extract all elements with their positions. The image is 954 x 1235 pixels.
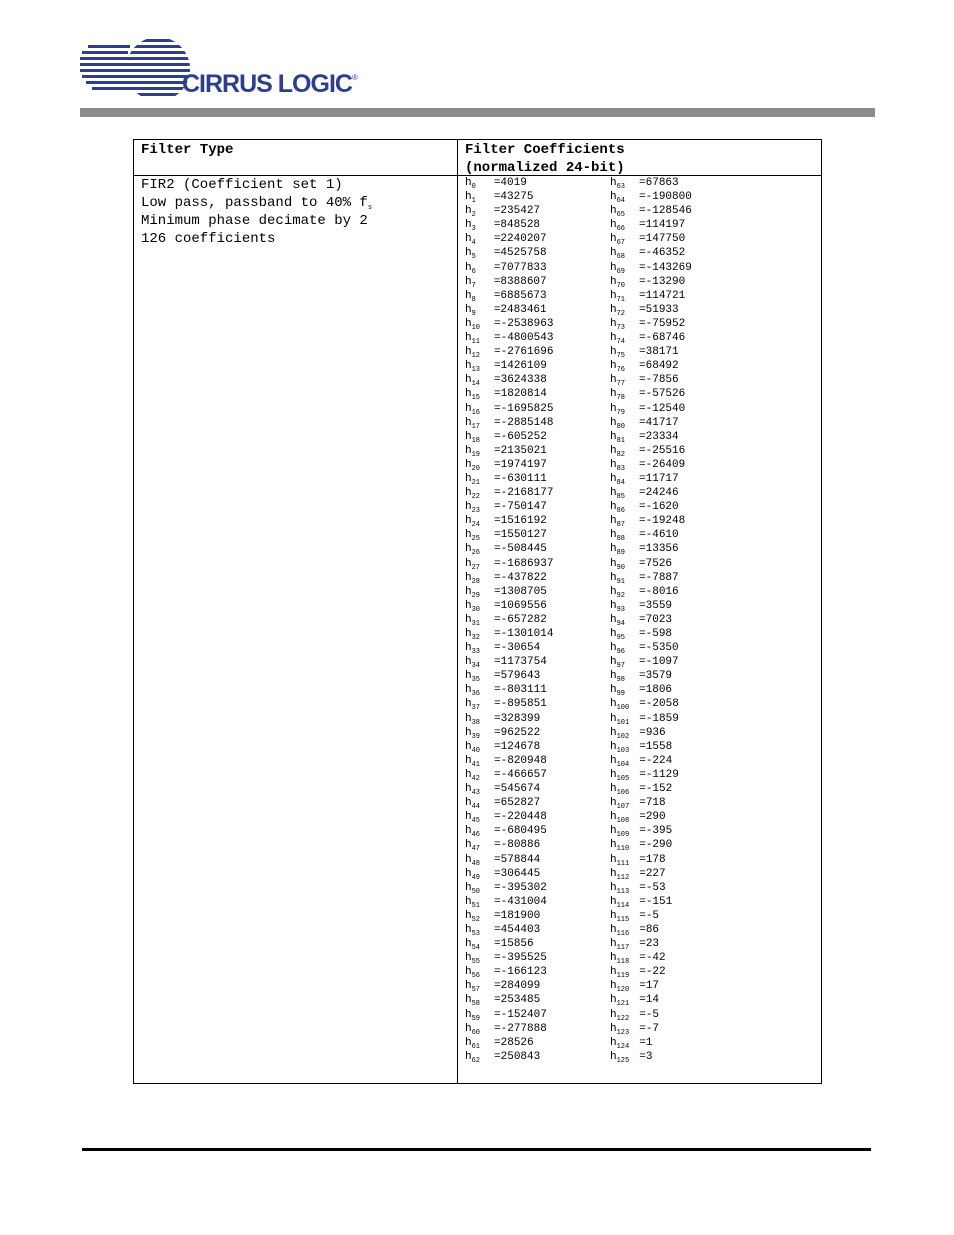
coefficient-value: -657282	[500, 613, 547, 626]
coefficient-value: 1806	[645, 684, 673, 697]
coefficient-value: -290	[645, 839, 673, 852]
coefficient-value: 23334	[645, 430, 679, 443]
coefficient-row: $h_{70} =-13290$	[610, 275, 686, 290]
coefficient-row: $h_{104} =-224$	[610, 754, 673, 769]
coefficient-row: $h_{62} =250843$	[465, 1050, 541, 1065]
filter-name: FIR2 (Coefficient set 1)	[141, 177, 343, 193]
column-divider	[457, 140, 458, 1083]
filter-phase: Minimum phase decimate by 2	[141, 213, 368, 229]
coefficient-value: -1097	[645, 656, 679, 669]
coefficient-value: 1426109	[500, 360, 547, 373]
coefficient-row: $h_{11} =-4800543$	[465, 332, 554, 347]
coefficient-row: $h_{116} =86$	[610, 923, 660, 938]
coefficient-row: $h_{34} =1173754$	[465, 656, 547, 671]
coefficient-value: 7077833	[500, 261, 547, 274]
coefficient-row: $h_2 =235427$	[465, 205, 541, 220]
coefficient-value: 1308705	[500, 585, 547, 598]
coefficient-row: $h_{108} =290$	[610, 811, 666, 826]
coefficient-value: 7526	[645, 557, 673, 570]
coefficient-value: 41717	[645, 416, 679, 429]
cirrus-logic-wordmark: CIRRUS LOGIC®	[182, 70, 357, 98]
coefficient-value: 579643	[500, 670, 541, 683]
coefficient-value: 114721	[645, 289, 686, 302]
coefficient-row: $h_{122} =-5$	[610, 1008, 660, 1023]
coefficient-value: -46352	[645, 247, 686, 260]
coefficient-row: $h_{60} =-277888$	[465, 1022, 547, 1037]
coefficient-row: $h_{111} =178$	[610, 853, 666, 868]
coefficient-value: 68492	[645, 360, 679, 373]
coefficient-row: $h_{25} =1550127$	[465, 529, 547, 544]
coefficient-row: $h_{67} =147750$	[610, 233, 686, 248]
coefficient-value: 1550127	[500, 529, 547, 542]
coefficient-row: $h_{55} =-395525$	[465, 952, 547, 967]
coefficient-value: -466657	[500, 768, 547, 781]
coefficient-value: -803111	[500, 684, 547, 697]
coefficient-value: 1	[645, 1036, 653, 1049]
coefficient-row: $h_{49} =306445$	[465, 867, 541, 882]
coefficient-row: $h_{80} =41717$	[610, 416, 679, 431]
coefficient-row: $h_{112} =227$	[610, 867, 666, 882]
coefficient-value: 4525758	[500, 247, 547, 260]
coefficient-value: 848528	[500, 219, 541, 232]
coefficient-value: -2168177	[500, 487, 554, 500]
coefficient-value: -1301014	[500, 628, 554, 640]
coefficient-row: $h_{109} =-395$	[610, 825, 673, 840]
coefficient-row: $h_{113} =-53$	[610, 881, 666, 896]
coefficient-row: $h_{84} =11717$	[610, 472, 679, 487]
filter-passband: Low pass, passband to 40% $f_s$	[141, 195, 373, 212]
coefficient-value: 578844	[500, 853, 541, 866]
coefficient-value: 15856	[500, 938, 534, 951]
coefficient-row: $h_{72} =51933$	[610, 303, 679, 318]
coefficient-row: $h_{87} =-19248$	[610, 515, 686, 530]
coefficient-value: -2885148	[500, 416, 554, 429]
coefficient-row: $h_{12} =-2761696$	[465, 346, 554, 361]
coefficient-row: $h_{21} =-630111$	[465, 472, 547, 487]
coefficient-column-left	[465, 176, 553, 1064]
coefficient-row: $h_{100} =-2058$	[610, 698, 679, 713]
coefficient-row: $h_{88} =-4610$	[610, 529, 679, 544]
coefficient-row: $h_{63} =67863$	[610, 177, 679, 191]
coefficient-value: -437822	[500, 571, 547, 584]
coefficient-value: 86	[645, 923, 660, 936]
coefficient-row: $h_{92} =-8016$	[610, 585, 679, 600]
coefficient-row: $h_{106} =-152$	[610, 783, 673, 798]
coefficient-row: $h_{39} =962522$	[465, 726, 541, 741]
coefficient-value: 3624338	[500, 374, 547, 387]
coefficient-value: 38171	[645, 346, 679, 359]
coefficient-value: 24246	[645, 487, 679, 500]
coefficient-row: $h_{91} =-7887$	[610, 571, 679, 586]
coefficient-value: 67863	[645, 177, 679, 189]
coefficient-row: $h_{66} =114197$	[610, 219, 686, 234]
coefficient-row: $h_{26} =-508445$	[465, 543, 547, 558]
coefficient-value: 1516192	[500, 515, 547, 528]
coefficient-value: -1129	[645, 768, 679, 781]
coefficient-value: -1620	[645, 501, 679, 514]
coefficient-column-right	[610, 176, 692, 1064]
coefficient-row: $h_{23} =-750147$	[465, 501, 547, 516]
coefficient-value: 250843	[500, 1050, 541, 1063]
coefficient-value: -508445	[500, 543, 547, 556]
coefficient-row: $h_{51} =-431004$	[465, 895, 547, 910]
coefficient-value: 1820814	[500, 388, 547, 401]
coefficient-value: 545674	[500, 783, 541, 796]
coefficient-row: $h_{117} =23$	[610, 938, 660, 953]
coefficient-row: $h_{29} =1308705$	[465, 585, 547, 600]
coefficient-value: 1173754	[500, 656, 547, 669]
coefficient-row: $h_{61} =28526$	[465, 1036, 534, 1051]
coefficient-row: $h_{69} =-143269$	[610, 261, 692, 276]
coefficient-row: $h_{121} =14$	[610, 994, 660, 1009]
coefficient-row: $h_{107} =718$	[610, 797, 666, 812]
coefficient-row: $h_{90} =7526$	[610, 557, 673, 572]
coefficient-row: $h_{27} =-1686937$	[465, 557, 554, 572]
coefficient-value: 114197	[645, 219, 686, 232]
coefficient-value: -395302	[500, 881, 547, 894]
coefficient-row: $h_{125} =3$	[610, 1050, 653, 1065]
coefficient-value: -151	[645, 895, 673, 908]
coefficient-value: 6885673	[500, 289, 547, 302]
coefficient-value: 124678	[500, 740, 541, 753]
coefficient-value: -7	[645, 1022, 660, 1035]
coefficient-row: $h_{78} =-57526$	[610, 388, 686, 403]
coefficient-value: 227	[645, 867, 666, 880]
filter-type-header: Filter Type	[141, 142, 234, 158]
coefficient-value: -680495	[500, 825, 547, 838]
coefficient-value: 235427	[500, 205, 541, 218]
coefficient-row: $h_7 =8388607$	[465, 275, 547, 290]
coefficient-row: $h_{105} =-1129$	[610, 768, 679, 783]
coefficient-row: $h_{18} =-605252$	[465, 430, 547, 445]
coefficient-value: 2240207	[500, 233, 547, 246]
coefficient-value: 43275	[500, 191, 534, 204]
coefficient-row: $h_{124} =1$	[610, 1036, 653, 1051]
coefficient-value: -7856	[645, 374, 679, 387]
coefficient-value: -68746	[645, 332, 686, 345]
coefficient-row: $h_{53} =454403$	[465, 923, 541, 938]
coefficient-value: -30654	[500, 642, 541, 655]
coefficient-row: $h_{20} =1974197$	[465, 458, 547, 473]
coefficient-row: $h_5 =4525758$	[465, 247, 547, 262]
coefficient-row: $h_{99} =1806$	[610, 684, 673, 699]
coefficient-row: $h_{33} =-30654$	[465, 642, 541, 657]
coefficient-value: -220448	[500, 811, 547, 824]
coefficient-value: -19248	[645, 515, 686, 528]
coefficient-value: -152407	[500, 1008, 547, 1021]
coefficient-value: 652827	[500, 797, 541, 810]
coefficient-value: -5350	[645, 642, 679, 655]
coefficient-value: 178	[645, 853, 666, 866]
coefficient-value: -53	[645, 881, 666, 894]
coefficient-value: -26409	[645, 458, 686, 471]
coefficient-row: $h_{19} =2135021$	[465, 444, 547, 459]
coefficient-value: -224	[645, 754, 673, 767]
coefficient-value: 284099	[500, 980, 541, 993]
coefficient-row: $h_{98} =3579$	[610, 670, 673, 685]
coefficient-value: -750147	[500, 501, 547, 514]
coefficient-row: $h_{15} =1820814$	[465, 388, 547, 403]
coefficient-value: 23	[645, 938, 660, 951]
coefficient-row: $h_{102} =936$	[610, 726, 666, 741]
coefficient-value: -152	[645, 783, 673, 796]
coefficient-row: $h_{101} =-1859$	[610, 712, 679, 727]
coefficient-row: $h_{36} =-803111$	[465, 684, 547, 699]
coefficient-value: -7887	[645, 571, 679, 584]
coefficient-row: $h_{31} =-657282$	[465, 613, 547, 628]
coefficient-row: $h_{32} =-1301014$	[465, 628, 554, 642]
coefficient-value: 936	[645, 726, 666, 739]
coefficient-value: 328399	[500, 712, 541, 725]
coefficient-row: $h_{114} =-151$	[610, 895, 673, 910]
coefficient-value: -166123	[500, 966, 547, 979]
coefficient-value: 962522	[500, 726, 541, 739]
coefficient-row: $h_{85} =24246$	[610, 487, 679, 502]
coefficient-value: -1695825	[500, 402, 554, 415]
coefficient-row: $h_8 =6885673$	[465, 289, 547, 304]
footer-rule	[82, 1148, 871, 1151]
coefficient-row: $h_{65} =-128546$	[610, 205, 692, 220]
coefficient-row: $h_{89} =13356$	[610, 543, 679, 558]
coefficient-value: -128546	[645, 205, 692, 218]
coefficient-row: $h_{10} =-2538963$	[465, 317, 554, 332]
coefficient-row: $h_{58} =253485$	[465, 994, 541, 1009]
coefficient-value: 1069556	[500, 599, 547, 612]
header-rule	[80, 108, 875, 117]
coefficient-value: -630111	[500, 472, 547, 485]
coefficient-value: -80886	[500, 839, 541, 852]
coefficient-value: -895851	[500, 698, 547, 711]
coefficient-row: $h_{50} =-395302$	[465, 881, 547, 896]
coefficient-row: $h_{115} =-5$	[610, 909, 660, 924]
coefficient-row: $h_{45} =-220448$	[465, 811, 547, 826]
coefficient-row: $h_{57} =284099$	[465, 980, 541, 995]
coefficient-value: 3559	[645, 599, 673, 612]
coefficient-value: -4610	[645, 529, 679, 542]
coefficient-row: $h_3 =848528$	[465, 219, 541, 234]
coefficient-row: $h_1 =43275$	[465, 191, 534, 206]
coefficient-row: $h_{17} =-2885148$	[465, 416, 554, 431]
coefficient-row: $h_{118} =-42$	[610, 952, 666, 967]
coefficient-value: -395525	[500, 952, 547, 965]
coefficient-row: $h_{83} =-26409$	[610, 458, 686, 473]
filter-coefficients-header: Filter Coefficients (normalized 24-bit)	[465, 142, 625, 176]
coefficient-row: $h_{38} =328399$	[465, 712, 541, 727]
coefficient-value: -5	[645, 1008, 660, 1021]
coefficient-value: 147750	[645, 233, 686, 246]
coefficient-value: -8016	[645, 585, 679, 598]
coefficient-value: 4019	[500, 177, 527, 189]
coefficient-row: $h_{22} =-2168177$	[465, 487, 554, 502]
coefficient-value: 17	[645, 980, 660, 993]
coefficient-value: 2483461	[500, 303, 547, 316]
coefficient-row: $h_{94} =7023$	[610, 613, 673, 628]
coefficient-value: -277888	[500, 1022, 547, 1035]
coefficient-value: -12540	[645, 402, 686, 415]
coefficient-value: 51933	[645, 303, 679, 316]
filter-description	[141, 176, 372, 248]
coefficient-value: -1859	[645, 712, 679, 725]
coefficient-row: $h_{52} =181900$	[465, 909, 541, 924]
coefficient-row: $h_{42} =-466657$	[465, 768, 547, 783]
coefficient-row: $h_{47} =-80886$	[465, 839, 541, 854]
coefficient-row: $h_{24} =1516192$	[465, 515, 547, 530]
coefficient-row: $h_{74} =-68746$	[610, 332, 686, 347]
coefficient-value: -4800543	[500, 332, 554, 345]
coefficient-value: -75952	[645, 317, 686, 330]
coefficient-value: 718	[645, 797, 666, 810]
coefficient-row: $h_{41} =-820948$	[465, 754, 547, 769]
coefficient-row: $h_{37} =-895851$	[465, 698, 547, 713]
coefficient-row: $h_{97} =-1097$	[610, 656, 679, 671]
coefficient-value: -190800	[645, 191, 692, 204]
coefficient-value: 3	[645, 1050, 653, 1063]
coefficient-value: 28526	[500, 1036, 534, 1049]
coefficient-row: $h_{73} =-75952$	[610, 317, 686, 332]
coefficient-value: 1974197	[500, 458, 547, 471]
coefficient-row: $h_{120} =17$	[610, 980, 660, 995]
coefficient-row: $h_9 =2483461$	[465, 303, 547, 318]
coefficient-value: -13290	[645, 275, 686, 288]
coefficient-value: -605252	[500, 430, 547, 443]
coefficient-value: -5	[645, 909, 660, 922]
coefficient-value: -820948	[500, 754, 547, 767]
coefficient-value: -2538963	[500, 317, 554, 330]
coefficient-row: $h_{48} =578844$	[465, 853, 541, 868]
coefficient-row: $h_{40} =124678$	[465, 740, 541, 755]
coefficient-row: $h_{46} =-680495$	[465, 825, 547, 840]
coefficient-row: $h_{68} =-46352$	[610, 247, 686, 262]
coefficient-value: -431004	[500, 895, 547, 908]
coefficient-row: $h_{71} =114721$	[610, 289, 686, 304]
coefficient-row: $h_{35} =579643$	[465, 670, 541, 685]
coefficient-row: $h_4 =2240207$	[465, 233, 547, 248]
coefficient-row: $h_{56} =-166123$	[465, 966, 547, 981]
coefficient-row: $h_{14} =3624338$	[465, 374, 547, 389]
coefficient-row: $h_{110} =-290$	[610, 839, 673, 854]
coefficient-row: $h_{82} =-25516$	[610, 444, 686, 459]
coefficient-value: 11717	[645, 472, 679, 485]
coefficient-value: 454403	[500, 923, 541, 936]
coefficient-row: $h_{64} =-190800$	[610, 191, 692, 206]
coefficient-value: -598	[645, 628, 673, 640]
coefficient-value: -57526	[645, 388, 686, 401]
coefficient-row: $h_{81} =23334$	[610, 430, 679, 445]
coefficient-row: $h_{16} =-1695825$	[465, 402, 554, 417]
coefficient-row: $h_{13} =1426109$	[465, 360, 547, 375]
coefficient-row: $h_{93} =3559$	[610, 599, 673, 614]
coefficient-value: -22	[645, 966, 666, 979]
coefficient-row: $h_{77} =-7856$	[610, 374, 679, 389]
coefficient-row: $h_{30} =1069556$	[465, 599, 547, 614]
coefficient-value: -42	[645, 952, 666, 965]
coefficient-value: -1686937	[500, 557, 554, 570]
coefficient-value: -395	[645, 825, 673, 838]
coefficient-row: $h_{123} =-7$	[610, 1022, 660, 1037]
coefficient-value: 3579	[645, 670, 673, 683]
coefficient-value: -143269	[645, 261, 692, 274]
coefficient-value: 7023	[645, 613, 673, 626]
coefficient-value: 253485	[500, 994, 541, 1007]
coefficient-value: 306445	[500, 867, 541, 880]
coefficient-value: 13356	[645, 543, 679, 556]
coefficient-row: $h_{76} =68492$	[610, 360, 679, 375]
coefficient-value: 14	[645, 994, 660, 1007]
coefficient-row: $h_{28} =-437822$	[465, 571, 547, 586]
filter-coefficient-table	[133, 139, 822, 1084]
filter-count: 126 coefficients	[141, 231, 276, 247]
coefficient-row: $h_{79} =-12540$	[610, 402, 686, 417]
coefficient-row: $h_{96} =-5350$	[610, 642, 679, 657]
coefficient-value: 2135021	[500, 444, 547, 457]
coefficient-value: -25516	[645, 444, 686, 457]
coefficient-row: $h_{54} =15856$	[465, 938, 534, 953]
coefficient-row: $h_{119} =-22$	[610, 966, 666, 981]
coefficient-value: 8388607	[500, 275, 547, 288]
coefficient-value: -2761696	[500, 346, 554, 359]
coefficient-row: $h_{86} =-1620$	[610, 501, 679, 516]
coefficient-value: 290	[645, 811, 666, 824]
coefficient-row: $h_{103} =1558$	[610, 740, 673, 755]
coefficient-row: $h_{44} =652827$	[465, 797, 541, 812]
coefficient-row: $h_{95} =-598$	[610, 628, 673, 642]
coefficient-row: $h_0 =4019$	[465, 177, 527, 191]
coefficient-row: $h_{59} =-152407$	[465, 1008, 547, 1023]
coefficient-row: $h_{43} =545674$	[465, 783, 541, 798]
coefficient-row: $h_{75} =38171$	[610, 346, 679, 361]
coefficient-value: 181900	[500, 909, 541, 922]
coefficient-row: $h_6 =7077833$	[465, 261, 547, 276]
coefficient-value: 1558	[645, 740, 673, 753]
coefficient-value: -2058	[645, 698, 679, 711]
